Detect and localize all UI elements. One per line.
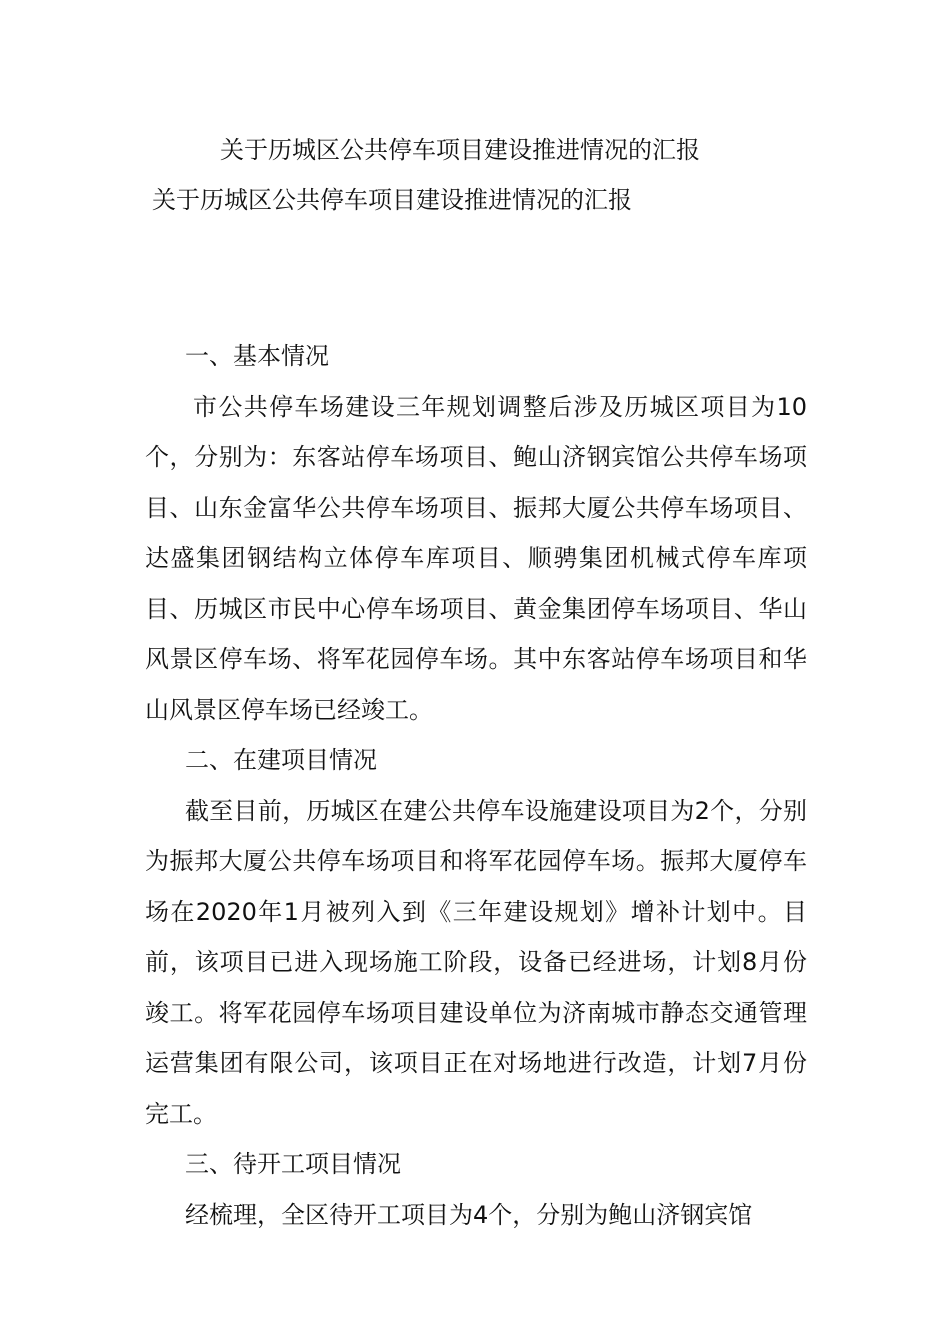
section-heading-basic: 一、基本情况 — [185, 342, 329, 370]
section-paragraph-pending: 经梳理，全区待开工项目为4个，分别为鲍山济钢宾馆 — [185, 1200, 753, 1229]
section-paragraph-basic: 市公共停车场建设三年规划调整后涉及历城区项目为10个，分别为：东客站停车场项目、鲍山济钢宾馆公共停车场项目、山东金富华公共停车场项目、振邦大厦公共停车场项目、达盛集团钢结构立体停车库项目、顺骋集团机械式停车库项目、历城区市民中心停车场项目、黄金集团停车场项目、华山风景区停车场、将军花园停车场。其中东客站停车场项目和华山风景区停车场已经竣工。 — [145, 392, 807, 724]
section-heading-under-construction: 二、在建项目情况 — [185, 746, 377, 774]
document-title-repeat: 关于历城区公共停车项目建设推进情况的汇报 — [152, 186, 632, 214]
section-heading-pending: 三、待开工项目情况 — [185, 1150, 401, 1178]
document-body — [145, 331, 807, 1240]
document-title: 关于历城区公共停车项目建设推进情况的汇报 — [220, 136, 700, 164]
section-paragraph-under-construction: 截至目前，历城区在建公共停车设施建设项目为2个，分别为振邦大厦公共停车场项目和将军花园停车场。振邦大厦停车场在2020年1月被列入到《三年建设规划》增补计划中。目前，该项目已进入现场施工阶段，设备已经进场，计划8月份竣工。将军花园停车场项目建设单位为济南城市静态交通管理运营集团有限公司，该项目正在对场地进行改造，计划7月份完工。 — [145, 796, 807, 1128]
